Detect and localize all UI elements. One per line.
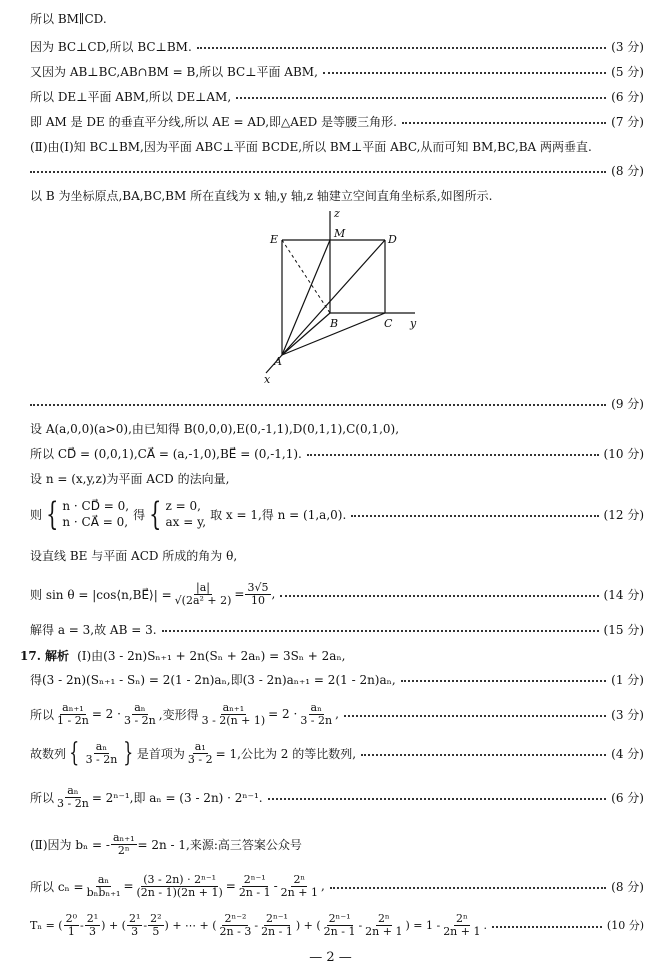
line-5 bbox=[30, 111, 644, 131]
text: (Ⅰ)由(3 - 2n)Sₙ₊₁ + 2n(Sₙ + 2aₙ) = 3Sₙ + 2aₙ, bbox=[77, 648, 346, 663]
text: - bbox=[358, 918, 363, 932]
line-11 bbox=[30, 443, 644, 463]
text: = bbox=[225, 879, 236, 893]
numerator: aₙ bbox=[310, 700, 322, 714]
score: (3 分) bbox=[611, 707, 644, 722]
text: ,变形得 bbox=[158, 707, 199, 722]
line-14 bbox=[30, 545, 644, 565]
text: 设 n = (x,y,z)为平面 ACD 的法向量, bbox=[30, 471, 230, 486]
numerator: 2⁰ bbox=[65, 911, 78, 925]
text: = 2n - 1,来源:高三答案公众号 bbox=[137, 837, 302, 852]
leader-dots bbox=[30, 171, 606, 173]
text: , bbox=[320, 879, 325, 893]
line-18 bbox=[30, 669, 644, 689]
page-number: — 2 — bbox=[309, 950, 352, 965]
denominator: 3 - 2 bbox=[187, 752, 213, 766]
score: (6 分) bbox=[611, 790, 644, 805]
label-B: B bbox=[330, 317, 339, 330]
text: . bbox=[483, 918, 487, 932]
line-8 bbox=[30, 185, 644, 205]
leader-dots bbox=[323, 72, 606, 74]
numerator: 2² bbox=[150, 911, 162, 925]
line-22 bbox=[30, 824, 644, 864]
text: 则 bbox=[30, 507, 43, 522]
numerator: 2ⁿ bbox=[377, 911, 390, 925]
line-7 bbox=[30, 160, 644, 180]
line-23 bbox=[30, 866, 644, 906]
denominator: 2n - 1 bbox=[323, 924, 356, 938]
denominator: 2n - 3 bbox=[219, 924, 252, 938]
denominator: (2n - 1)(2n + 1) bbox=[136, 885, 223, 899]
line-12 bbox=[30, 468, 644, 488]
numerator: 2¹ bbox=[86, 911, 99, 925]
text: ) + ( bbox=[101, 918, 126, 932]
line-6 bbox=[30, 136, 644, 156]
leader-dots bbox=[402, 122, 606, 124]
fraction bbox=[259, 913, 295, 938]
denominator: 2ⁿ bbox=[117, 843, 130, 857]
score: (7 分) bbox=[611, 114, 644, 129]
line-15: 则 sin θ = |cos⟨n,BE⃗⟩| = $\frac{|a|}{\text{√(2a² + 2)}}$ = $\frac{3√5}{10}$ , (14 分) bbox=[30, 580, 644, 607]
numerator: 3√5 bbox=[247, 580, 269, 594]
numerator: aₙ bbox=[97, 872, 110, 886]
score: (10 分) bbox=[603, 446, 644, 461]
brace: { bbox=[46, 495, 59, 533]
fraction bbox=[186, 741, 215, 766]
denominator: 2n + 1 bbox=[365, 924, 403, 938]
denominator: 3 - 2n bbox=[123, 713, 156, 727]
score: (1 分) bbox=[611, 672, 644, 687]
score: (12 分) bbox=[603, 507, 644, 522]
section-heading: 17. 解析 bbox=[20, 648, 70, 663]
denominator: bₙbₙ₊₁ bbox=[86, 885, 121, 899]
numerator: |a| bbox=[196, 580, 211, 594]
label-C: C bbox=[384, 317, 393, 330]
leader-dots bbox=[330, 887, 606, 889]
line-21 bbox=[30, 777, 644, 817]
line-20: 故数列 { $\frac{\text{aₙ}}{3 - 2n}$ } 是首项为 $\frac{\text{a₁}}{3 - 2}$ = 1,公比为 2 的等比数列, (4 分) bbox=[30, 738, 644, 768]
text: 所以 bbox=[30, 790, 55, 805]
denominator: 10 bbox=[250, 593, 265, 607]
text: 得 bbox=[133, 507, 146, 522]
fraction bbox=[64, 913, 79, 938]
fraction bbox=[298, 702, 334, 727]
denominator: 3 - 2n bbox=[85, 752, 118, 766]
text: 解得 a = 3,故 AB = 3. bbox=[30, 622, 157, 637]
text: 所以 CD⃗ = (0,0,1),CA⃗ = (a,-1,0),BE⃗ = (0,-1,1). bbox=[30, 446, 302, 461]
text: 故数列 bbox=[30, 746, 67, 761]
score: (8 分) bbox=[611, 163, 644, 178]
text: ) = 1 - bbox=[405, 918, 441, 932]
line-19 bbox=[30, 694, 644, 734]
text: = 2 · bbox=[268, 707, 298, 721]
edge-AB bbox=[282, 313, 330, 355]
text: = bbox=[123, 879, 134, 893]
numerator: aₙ₊₁ bbox=[112, 830, 135, 844]
numerator: aₙ bbox=[134, 700, 146, 714]
text: ) + ⋯ + ( bbox=[164, 918, 217, 932]
numerator: 2ⁿ⁻¹ bbox=[265, 911, 288, 925]
text: 设 A(a,0,0)(a>0),由已知得 B(0,0,0),E(0,-1,1),D(0,1,1),C(0,1,0), bbox=[30, 421, 400, 436]
label-z: z bbox=[334, 207, 340, 220]
text: - bbox=[80, 918, 84, 932]
denominator: √(2a² + 2) bbox=[174, 593, 232, 607]
leader-dots bbox=[344, 715, 606, 717]
numerator: (3 - 2n) · 2ⁿ⁻¹ bbox=[143, 872, 217, 886]
line-16 bbox=[30, 619, 644, 639]
denominator: 1 bbox=[67, 924, 75, 938]
denominator: 3 - 2n bbox=[300, 713, 333, 727]
text: 因为 BC⊥CD,所以 BC⊥BM. bbox=[30, 39, 192, 54]
score: (5 分) bbox=[611, 64, 644, 79]
text: = 1,公比为 2 的等比数列, bbox=[215, 746, 357, 761]
text: ) + ( bbox=[295, 918, 321, 932]
leader-dots bbox=[236, 97, 606, 99]
text: - bbox=[143, 918, 148, 932]
numerator: 2ⁿ⁻² bbox=[224, 911, 247, 925]
fraction bbox=[363, 913, 404, 938]
fraction bbox=[279, 874, 320, 899]
score: (10 分) bbox=[606, 919, 644, 932]
fraction bbox=[55, 785, 91, 810]
eq-4: ax = y, bbox=[165, 515, 207, 529]
eq-2: n · CA⃗ = 0, bbox=[62, 515, 129, 529]
fraction bbox=[85, 874, 123, 899]
denominator: 3 bbox=[131, 924, 139, 938]
fraction bbox=[322, 913, 358, 938]
label-x: x bbox=[264, 373, 271, 385]
denominator: 5 bbox=[152, 924, 160, 938]
text: = 2ⁿ⁻¹,即 aₙ = (3 - 2n) · 2ⁿ⁻¹. bbox=[91, 790, 263, 805]
score: (15 分) bbox=[603, 622, 644, 637]
text: 所以 bbox=[30, 707, 55, 722]
text: = bbox=[234, 587, 245, 601]
score: (9 分) bbox=[611, 396, 644, 411]
fraction bbox=[135, 874, 225, 899]
leader-dots bbox=[30, 404, 606, 406]
line-1 bbox=[30, 8, 644, 28]
denominator: 2n + 1 bbox=[443, 924, 481, 938]
score: (14 分) bbox=[603, 587, 644, 602]
line-3 bbox=[30, 61, 644, 81]
fraction bbox=[84, 741, 120, 766]
fraction bbox=[148, 913, 163, 938]
system-left bbox=[62, 498, 129, 530]
text: = 2 · bbox=[91, 707, 121, 721]
eq-1: n · CD⃗ = 0, bbox=[62, 499, 130, 513]
numerator: 2¹ bbox=[128, 911, 141, 925]
fraction bbox=[127, 913, 142, 938]
denominator: 3 bbox=[88, 924, 96, 938]
score: (8 分) bbox=[611, 879, 644, 894]
text: 取 x = 1,得 n = (1,a,0). bbox=[210, 507, 347, 522]
numerator: aₙ bbox=[67, 783, 79, 797]
text: 所以 BM∥CD. bbox=[30, 11, 107, 26]
leader-dots bbox=[492, 926, 602, 928]
text: 所以 DE⊥平面 ABM,所以 DE⊥AM, bbox=[30, 89, 232, 104]
text: 则 sin θ = |cos⟨n,BE⃗⟩| = bbox=[30, 587, 172, 602]
label-A: A bbox=[274, 355, 282, 368]
numerator: aₙ₊₁ bbox=[222, 700, 245, 714]
text: Tₙ = ( bbox=[30, 918, 63, 932]
fraction bbox=[173, 582, 234, 607]
text: , bbox=[335, 707, 339, 721]
leader-dots bbox=[307, 454, 599, 456]
score: (3 分) bbox=[611, 39, 644, 54]
leader-dots bbox=[401, 680, 607, 682]
fraction bbox=[245, 582, 270, 607]
edge-AD bbox=[282, 240, 385, 355]
fraction bbox=[55, 702, 91, 727]
fraction bbox=[111, 832, 137, 857]
denominator: 2n - 1 bbox=[238, 885, 271, 899]
text: 所以 cₙ = bbox=[30, 879, 84, 894]
fraction bbox=[218, 913, 254, 938]
dashed-EB bbox=[282, 240, 330, 313]
label-E: E bbox=[270, 233, 279, 246]
denominator: 2n - 1 bbox=[261, 924, 293, 938]
fraction bbox=[200, 702, 268, 727]
fraction bbox=[441, 913, 482, 938]
denominator: 3 - 2n bbox=[57, 796, 89, 810]
label-D: D bbox=[388, 233, 397, 246]
text: - bbox=[273, 879, 278, 893]
score: (4 分) bbox=[611, 746, 644, 761]
numerator: 2ⁿ⁻¹ bbox=[328, 911, 351, 925]
line-4 bbox=[30, 86, 644, 106]
label-M: M bbox=[334, 227, 346, 240]
denominator: 3 - 2(n + 1) bbox=[201, 713, 266, 727]
numerator: 2ⁿ bbox=[455, 911, 468, 925]
text: - bbox=[254, 918, 259, 932]
numerator: aₙ₊₁ bbox=[62, 700, 84, 714]
fraction bbox=[85, 913, 100, 938]
text: (Ⅱ)由(Ⅰ)知 BC⊥BM,因为平面 ABC⊥平面 BCDE,所以 BM⊥平面 ABC,从而可知 BM,BC,BA 两两垂直. bbox=[30, 139, 592, 154]
numerator: aₙ bbox=[95, 739, 108, 753]
line-10 bbox=[30, 418, 644, 438]
numerator: a₁ bbox=[194, 739, 206, 753]
leader-dots bbox=[162, 630, 599, 632]
coordinate-figure bbox=[230, 205, 430, 385]
eq-3: z = 0, bbox=[165, 499, 201, 513]
line-9 bbox=[30, 393, 644, 413]
line-13 bbox=[30, 494, 644, 534]
leader-dots bbox=[268, 798, 607, 800]
brace: { bbox=[149, 495, 162, 533]
numerator: 2ⁿ⁻¹ bbox=[243, 872, 266, 886]
leader-dots bbox=[351, 515, 598, 517]
text: 以 B 为坐标原点,BA,BC,BM 所在直线为 x 轴,y 轴,z 轴建立空间直角坐标系,如图所示. bbox=[30, 188, 493, 203]
leader-dots bbox=[280, 595, 598, 597]
text: 是首项为 bbox=[136, 746, 185, 761]
text: 设直线 BE 与平面 ACD 所成的角为 θ, bbox=[30, 548, 238, 563]
leader-dots bbox=[197, 47, 606, 49]
fraction bbox=[237, 874, 273, 899]
text: (Ⅱ)因为 bₙ = - bbox=[30, 837, 110, 852]
line-24 bbox=[30, 905, 644, 945]
text: 又因为 AB⊥BC,AB∩BM = B,所以 BC⊥平面 ABM, bbox=[30, 64, 318, 79]
score: (6 分) bbox=[611, 89, 644, 104]
denominator: 1 - 2n bbox=[57, 713, 89, 727]
leader-dots bbox=[361, 754, 606, 756]
fraction bbox=[122, 702, 158, 727]
text: 即 AM 是 DE 的垂直平分线,所以 AE = AD,即△AED 是等腰三角形. bbox=[30, 114, 397, 129]
numerator: 2ⁿ bbox=[293, 872, 306, 886]
line-2 bbox=[30, 36, 644, 56]
denominator: 2n + 1 bbox=[280, 885, 318, 899]
label-y: y bbox=[410, 317, 417, 330]
line-17 bbox=[20, 645, 644, 665]
text: 得(3 - 2n)(Sₙ₊₁ - Sₙ) = 2(1 - 2n)aₙ,即(3 - 2n)aₙ₊₁ = 2(1 - 2n)aₙ, bbox=[30, 672, 396, 687]
system-right bbox=[165, 498, 206, 530]
